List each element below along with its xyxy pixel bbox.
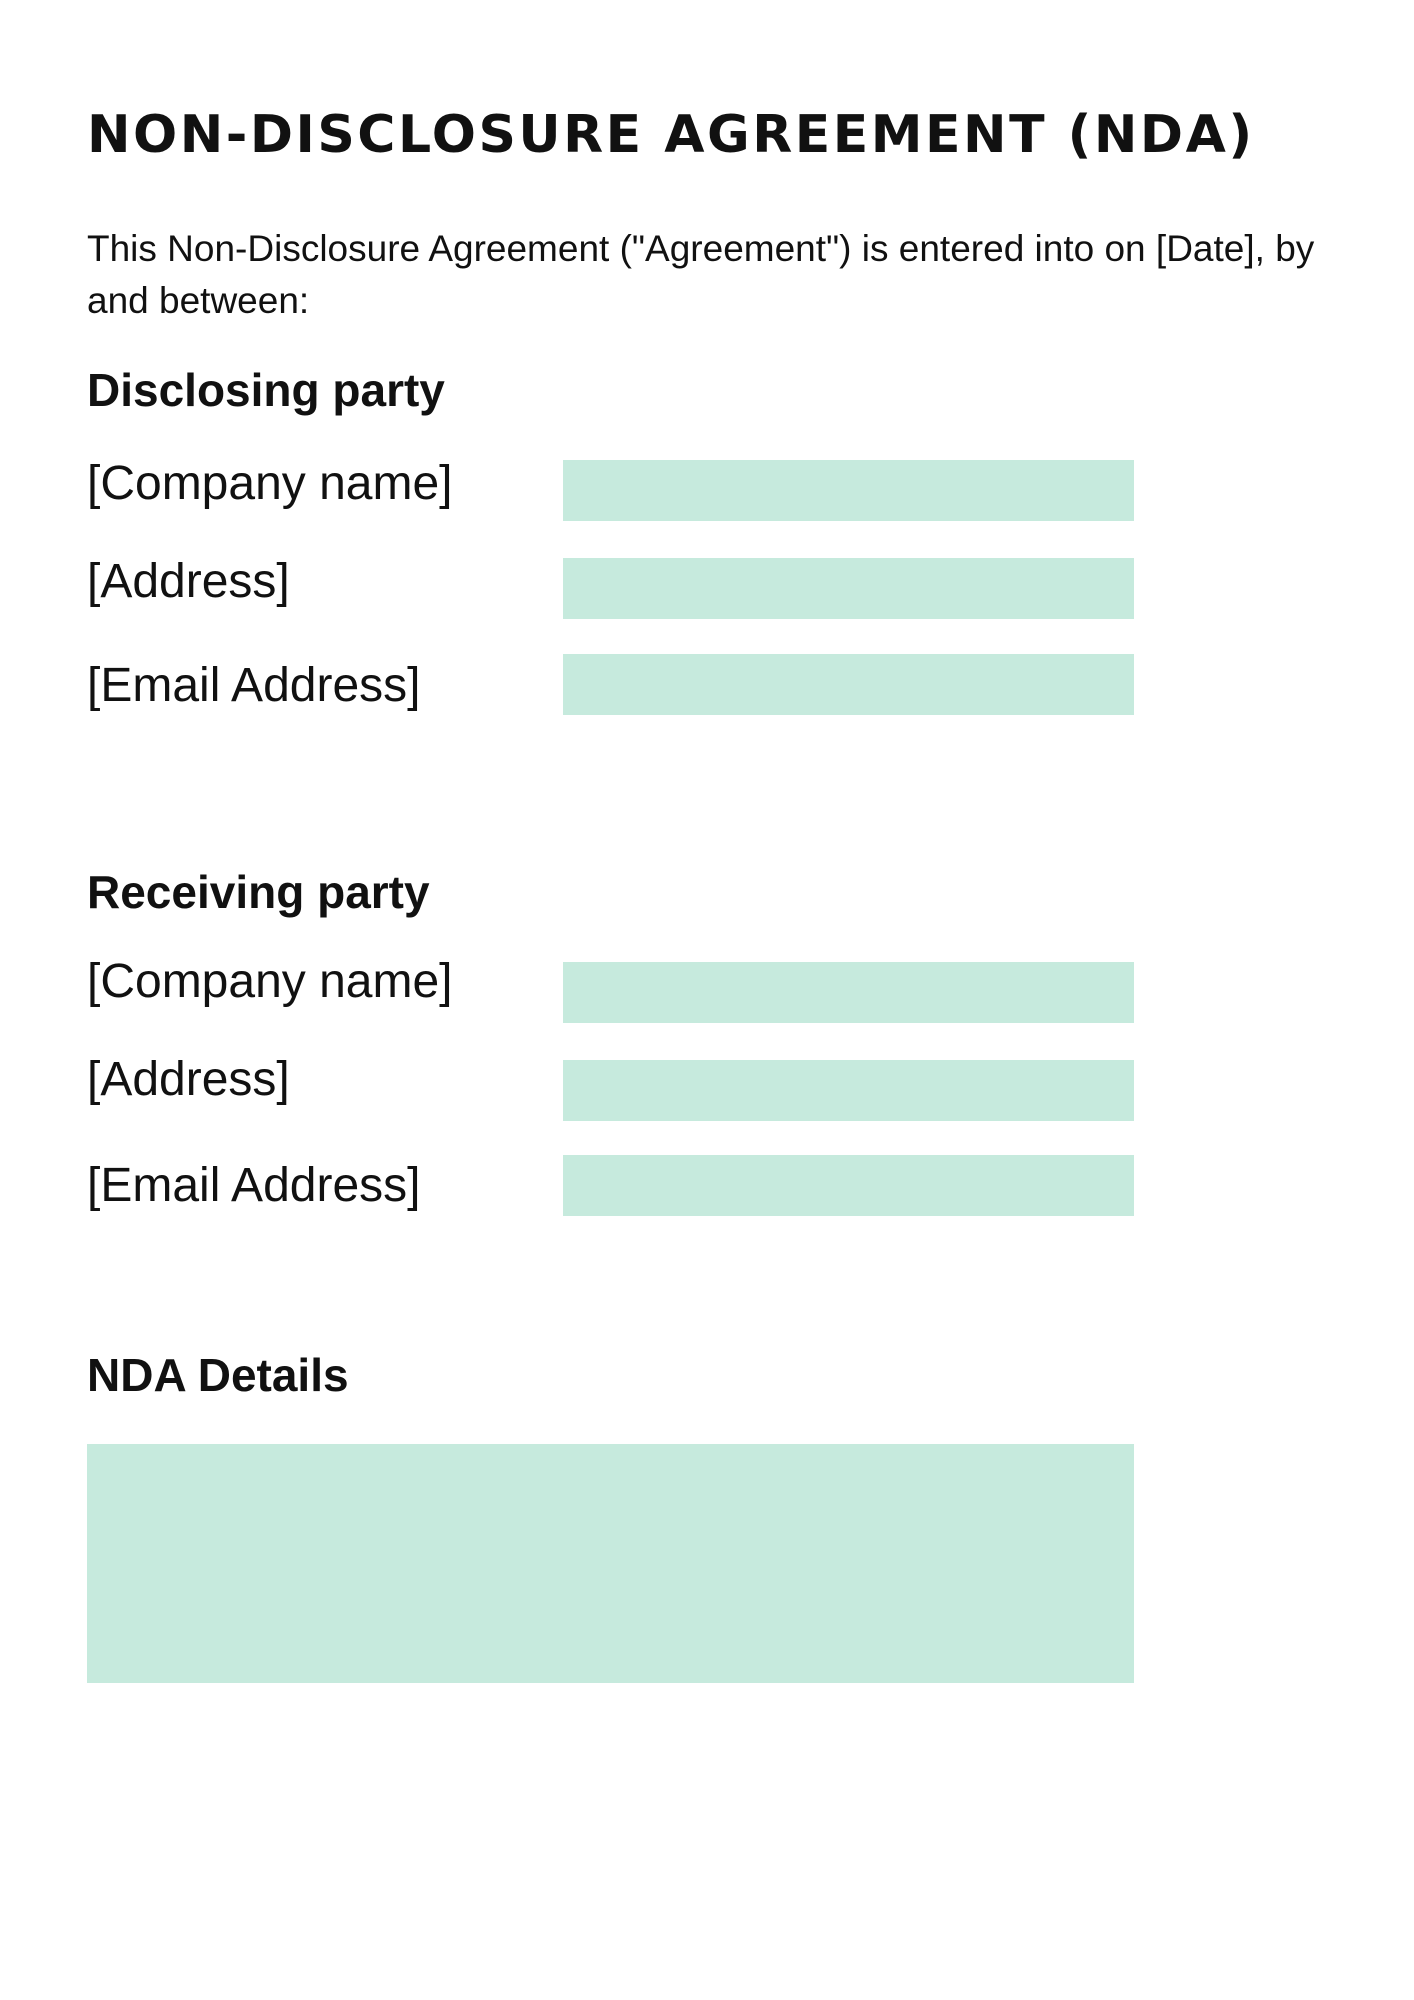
- disclosing-email-field[interactable]: [563, 654, 1134, 715]
- receiving-party-heading: Receiving party: [87, 866, 430, 918]
- disclosing-company-name-field[interactable]: [563, 460, 1134, 521]
- receiving-company-name-label: [Company name]: [87, 955, 453, 1008]
- receiving-email-field[interactable]: [563, 1155, 1134, 1216]
- disclosing-party-heading: Disclosing party: [87, 364, 445, 416]
- intro-paragraph: This Non-Disclosure Agreement ("Agreement") is entered into on [Date], by and between:: [87, 228, 1315, 321]
- disclosing-company-name-label: [Company name]: [87, 457, 453, 510]
- disclosing-email-label: [Email Address]: [87, 659, 421, 712]
- nda-details-field[interactable]: [87, 1444, 1134, 1683]
- disclosing-address-label: [Address]: [87, 555, 290, 608]
- receiving-company-name-field[interactable]: [563, 962, 1134, 1023]
- disclosing-address-field[interactable]: [563, 558, 1134, 619]
- receiving-email-label: [Email Address]: [87, 1159, 421, 1212]
- nda-details-heading: NDA Details: [87, 1349, 349, 1401]
- document-title: NON-DISCLOSURE AGREEMENT (NDA): [87, 105, 1255, 165]
- receiving-address-label: [Address]: [87, 1053, 290, 1106]
- receiving-address-field[interactable]: [563, 1060, 1134, 1121]
